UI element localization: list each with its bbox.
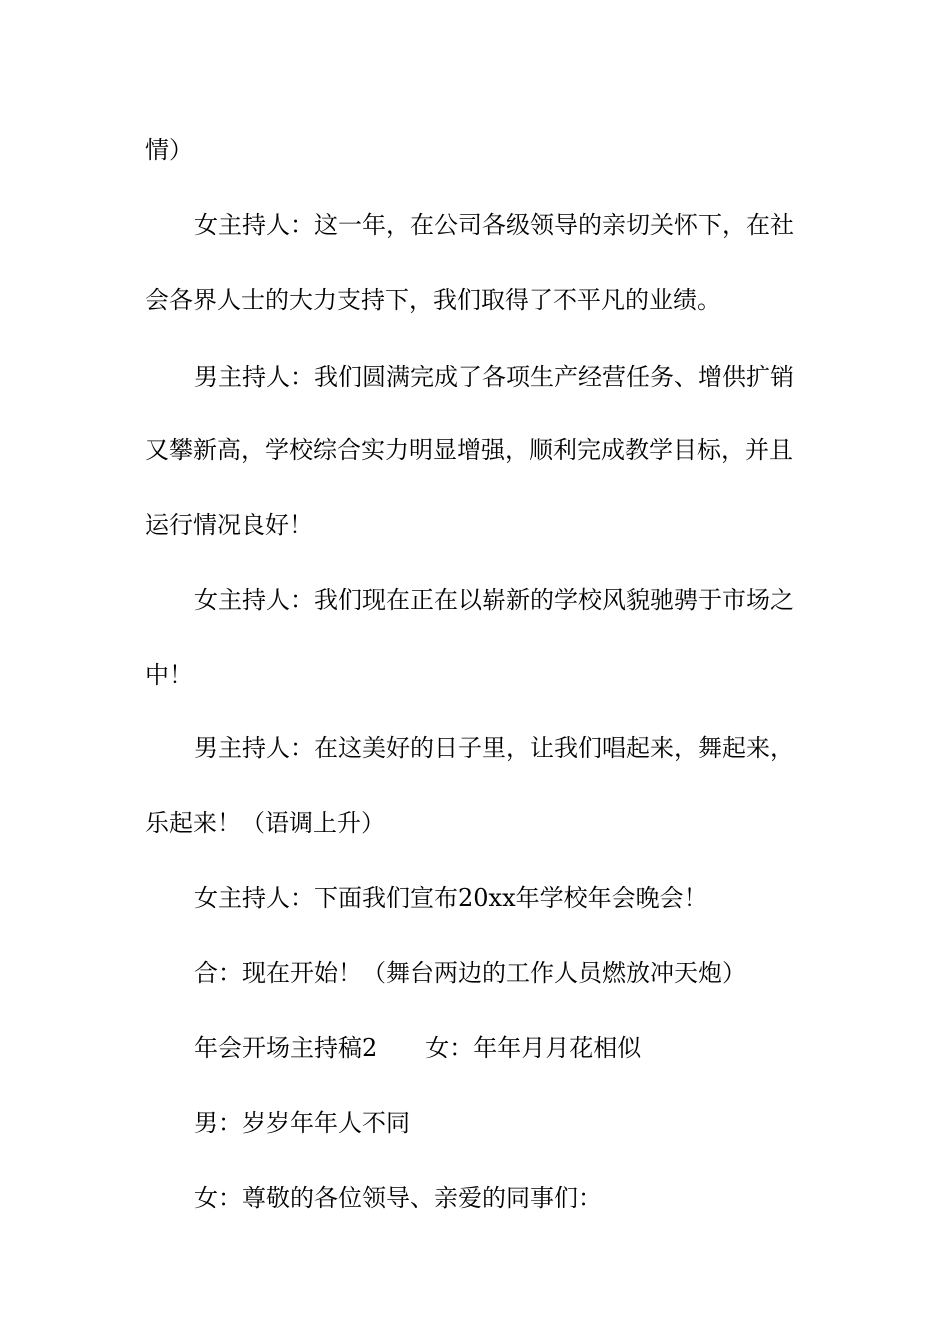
section-heading-line: 年会开场主持稿2 女：年年月月花相似 (194, 1034, 642, 1062)
text-line: 会各界人士的大力支持下，我们取得了不平凡的业绩。 (145, 286, 721, 314)
text-line: 情） (145, 136, 193, 164)
text-line: 中！ (145, 661, 193, 689)
paragraph-male-host-2: 男主持人：在这美好的日子里，让我们唱起来，舞起来， (194, 734, 794, 762)
paragraph-together: 合：现在开始！（舞台两边的工作人员燃放冲天炮） (194, 959, 746, 987)
text-line: 运行情况良好！ (145, 511, 313, 539)
paragraph-female-host-3: 女主持人：下面我们宣布20xx年学校年会晚会！ (194, 884, 708, 912)
paragraph-female-host-1: 女主持人：这一年，在公司各级领导的亲切关怀下，在社 (194, 211, 794, 239)
paragraph-male: 男：岁岁年年人不同 (194, 1109, 410, 1137)
paragraph-male-host-1: 男主持人：我们圆满完成了各项生产经营任务、增供扩销 (194, 363, 794, 391)
text-line: 乐起来！（语调上升） (145, 809, 385, 837)
paragraph-female: 女：尊敬的各位领导、亲爱的同事们： (194, 1184, 602, 1212)
paragraph-female-host-2: 女主持人：我们现在正在以崭新的学校风貌驰骋于市场之 (194, 586, 794, 614)
text-line: 又攀新高，学校综合实力明显增强，顺利完成教学目标，并且 (145, 436, 793, 464)
